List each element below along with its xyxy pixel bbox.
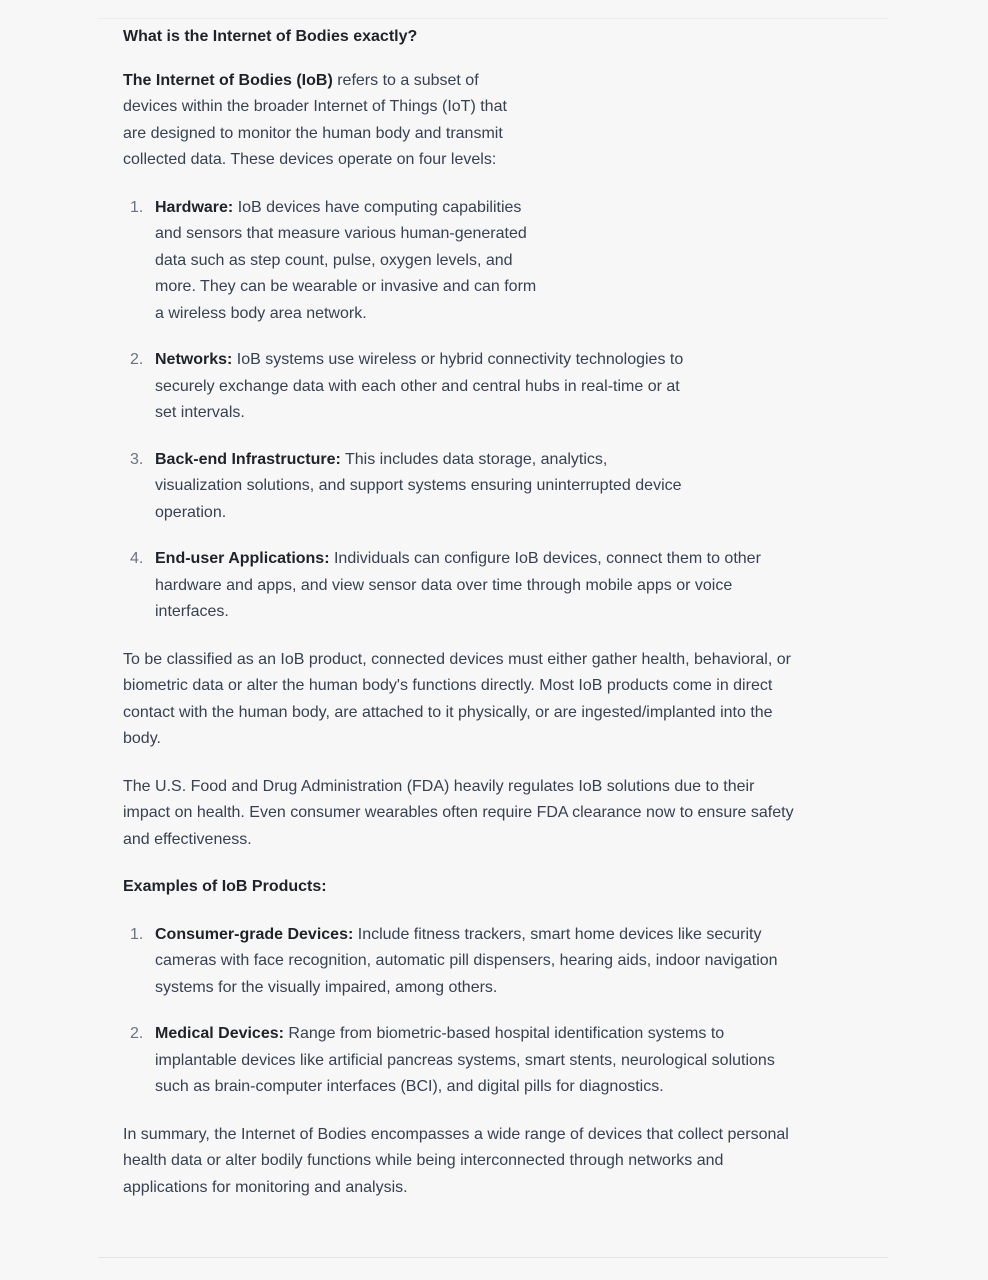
bottom-divider [98, 1257, 888, 1258]
list-number: 1. [130, 925, 144, 943]
levels-list [123, 195, 803, 626]
list-item [123, 347, 695, 427]
list-item-text: Range from biometric-based hospital identification systems to implantable devices like artificial pancreas systems, smart stents, neurological solutions such as brain-computer interfaces (BCI), and digital pills for diagnostics. [155, 1025, 775, 1095]
list-item-title: Back-end Infrastructure: [155, 450, 341, 468]
top-divider [98, 18, 888, 19]
summary-paragraph: In summary, the Internet of Bodies encompasses a wide range of devices that collect personal health data or alter bodily functions while being interconnected through networks and applications for monitoring and analysis. [123, 1125, 789, 1196]
list-item-title: End-user Applications: [155, 550, 330, 567]
list-item-text: This includes data storage, analytics, visualization solutions, and support systems ensuring uninterrupted device operation. [155, 450, 682, 521]
list-item-title: Medical Devices: [155, 1025, 284, 1042]
list-item-text: Include fitness trackers, smart home devices like security cameras with face recognition, automatic pill dispensers, hearing aids, indoor navigation systems for the visually impaired, among others. [155, 925, 778, 996]
list-item-text: IoB systems use wireless or hybrid connectivity technologies to securely exchange data with each other and central hubs in real-time or at set intervals. [155, 351, 684, 421]
list-item [123, 195, 545, 328]
list-item-title: Networks: [155, 351, 233, 368]
list-number: 4. [130, 550, 144, 567]
list-item [123, 546, 785, 626]
list-number: 2. [130, 1025, 144, 1042]
list-item-title: Consumer-grade Devices: [155, 925, 354, 943]
list-item [123, 447, 695, 527]
list-item-title: Hardware: [155, 198, 234, 216]
list-number: 3. [130, 450, 144, 468]
intro-text: refers to a subset of devices within the broader Internet of Things (IoT) that are designed to monitor the human body and transmit collected data. These devices operate on four levels: [123, 71, 507, 168]
list-item-text: Individuals can configure IoB devices, connect them to other hardware and apps, and view sensor data over time through mobile apps or voice interfaces. [155, 550, 761, 620]
classification-paragraph: To be classified as an IoB product, connected devices must either gather health, behavioral, or biometric data or alter the human body's functions directly. Most IoB products come in direct contact with the human body, are attached to it physically, or are ingested/implanted into the body. [123, 650, 791, 747]
list-item-text: IoB devices have computing capabilities and sensors that measure various human-generated data such as step count, pulse, oxygen levels, and more. They can be wearable or invasive and can form a wireless body area network. [155, 198, 537, 322]
fda-paragraph: The U.S. Food and Drug Administration (FDA) heavily regulates IoB solutions due to their impact on health. Even consumer wearables often require FDA clearance now to ensure safety and effectiveness. [123, 777, 794, 848]
list-number: 1. [130, 198, 144, 216]
question-heading: What is the Internet of Bodies exactly? [123, 28, 418, 45]
list-item [123, 1021, 785, 1101]
message-content [123, 22, 803, 1222]
list-item [123, 922, 785, 1002]
intro-bold: The Internet of Bodies (IoB) [123, 71, 333, 89]
list-number: 2. [130, 351, 144, 368]
examples-list [123, 922, 803, 1101]
intro-paragraph [123, 68, 513, 174]
examples-heading: Examples of IoB Products: [123, 878, 327, 895]
